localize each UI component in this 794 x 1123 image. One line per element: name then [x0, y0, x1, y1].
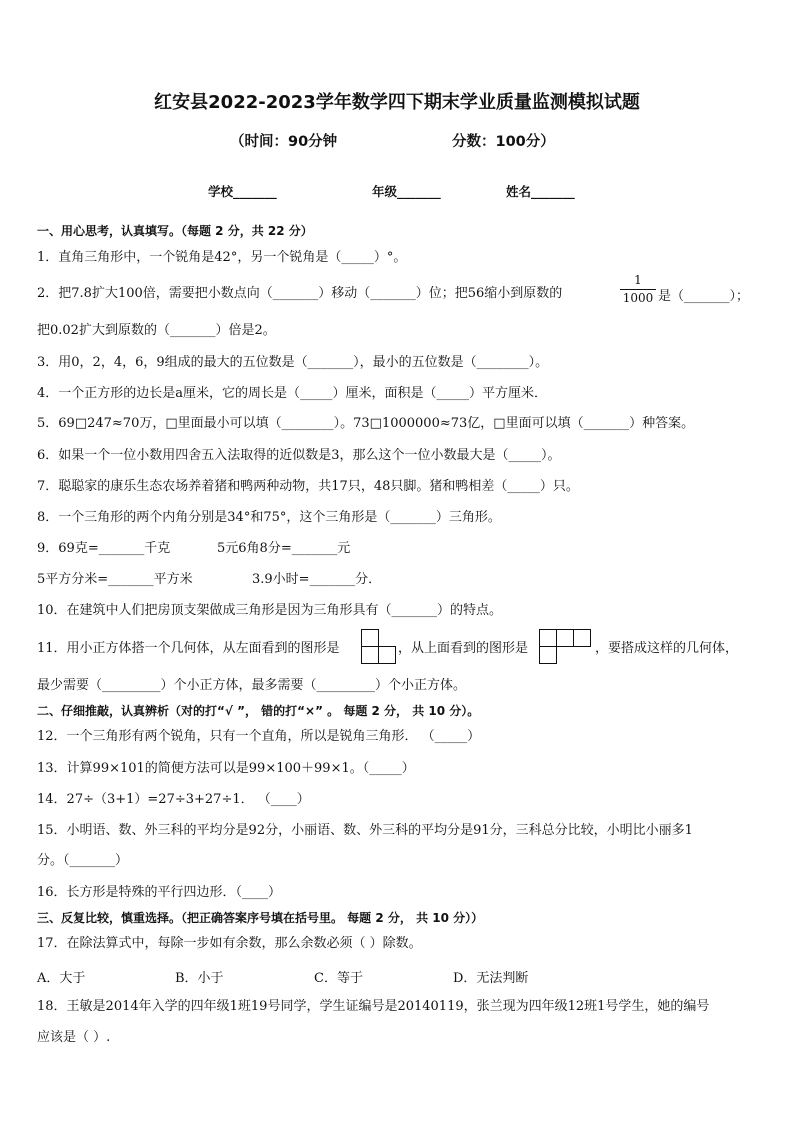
- exam-title: 红安县2022-2023学年数学四下期末学业质量监测模拟试题: [154, 92, 640, 113]
- question-17-option-a: A．大于: [37, 971, 86, 986]
- left-view-cell: [361, 629, 379, 647]
- question-9-part-a: 9．69克=_______千克: [37, 541, 171, 556]
- question-11-part-b: ，从上面看到的图形是: [398, 641, 529, 656]
- top-view-cell: [539, 646, 557, 664]
- question-16: 16．长方形是特殊的平行四边形．（____）: [37, 885, 282, 900]
- question-14: 14．27÷（3+1）=27÷3+27÷1． （____）: [37, 792, 310, 807]
- school-field: 学校_______: [208, 184, 277, 199]
- question-6: 6．如果一个一位小数用四舍五入法取得的近似数是3，那么这个一位小数最大是（_____）。: [37, 448, 561, 463]
- exam-time: （时间：90分钟: [230, 134, 338, 150]
- question-17-option-c: C．等于: [314, 971, 363, 986]
- fraction-numerator: 1: [634, 273, 642, 287]
- question-10: 10．在建筑中人们把房顶支架做成三角形是因为三角形具有（_______）的特点。: [37, 603, 503, 618]
- question-17: 17．在除法算式中，每除一步如有余数，那么余数必须（ ）除数。: [37, 936, 422, 951]
- question-17-option-b: B．小于: [175, 971, 224, 986]
- question-2-part-a: 2．把7.8扩大100倍，需要把小数点向（_______）移动（_______）位；把56缩小到原数的: [37, 286, 563, 301]
- question-17-option-d: D．无法判断: [453, 971, 529, 986]
- grade-field: 年级_______: [372, 184, 441, 199]
- left-view-cell: [361, 646, 379, 664]
- question-11-part-c: ，要搭成这样的几何体，: [595, 641, 739, 656]
- question-8: 8．一个三角形的两个内角分别是34°和75°，这个三角形是（_______）三角形。: [37, 510, 501, 525]
- section1-heading: 一、用心思考，认真填写。（每题 2 分，共 22 分）: [37, 224, 313, 238]
- question-11-part-d: 最少需要（_________）个小正方体，最多需要（_________）个小正方体。: [37, 678, 467, 693]
- question-3: 3．用0，2，4，6，9组成的最大的五位数是（_______），最小的五位数是（________）。: [37, 355, 549, 370]
- question-5: 5．69□247≈70万，□里面最小可以填（________）。73□1000000≈73亿，□里面可以填（_______）种答案。: [37, 416, 695, 431]
- question-9-part-b: 5元6角8分=_______元: [217, 541, 351, 556]
- question-1: 1．直角三角形中，一个锐角是42°，另一个锐角是（_____）°。: [37, 250, 407, 265]
- exam-score: 分数：100分）: [452, 134, 555, 150]
- fraction-bar: [620, 289, 656, 290]
- question-4: 4．一个正方形的边长是a厘米，它的周长是（_____）厘米，面积是（_____）平方厘米．: [37, 386, 548, 401]
- question-12: 12．一个三角形有两个锐角，只有一个直角，所以是锐角三角形． （_____）: [37, 729, 481, 744]
- question-7: 7．聪聪家的康乐生态农场养着猪和鸭两种动物，共17只，48只脚。猪和鸭相差（_____）只。: [37, 479, 579, 494]
- section2-heading: 二、仔细推敲，认真辨析（对的打“√ ”， 错的打“×” 。 每题 2 分， 共 10 分）。: [37, 704, 480, 718]
- question-15-part-b: 分。（_______）: [37, 853, 129, 868]
- fraction-one-thousandth: [620, 273, 656, 306]
- top-view-cell: [539, 629, 557, 647]
- question-18-part-a: 18．王敏是2014年入学的四年级1班19号同学，学生证编号是20140119，张兰现为四年级12班1号学生，她的编号: [37, 999, 710, 1014]
- question-9-part-d: 3.9小时=_______分．: [252, 572, 382, 587]
- section3-heading: 三、反复比较，慎重选择。（把正确答案序号填在括号里。 每题 2 分， 共 10 分））: [37, 911, 484, 925]
- top-view-cell: [556, 629, 574, 647]
- question-9-part-c: 5平方分米=_______平方米: [37, 572, 193, 587]
- question-15-part-a: 15．小明语、数、外三科的平均分是92分，小丽语、数、外三科的平均分是91分，三科总分比较，小明比小丽多1: [37, 823, 693, 838]
- name-field: 姓名_______: [506, 184, 575, 199]
- question-11-part-a: 11．用小正方体搭一个几何体，从左面看到的图形是: [37, 641, 340, 656]
- question-18-part-b: 应该是（ ）.: [37, 1030, 111, 1045]
- top-view-cell: [573, 629, 591, 647]
- fraction-denominator: 1000: [622, 291, 654, 305]
- question-2-part-b: 是（_______）；: [658, 289, 750, 304]
- question-13: 13．计算99×101的简便方法可以是99×100＋99×1。（_____）: [37, 761, 415, 776]
- question-2-part-c: 把0.02扩大到原数的（_______）倍是2。: [37, 323, 276, 338]
- left-view-cell: [378, 646, 396, 664]
